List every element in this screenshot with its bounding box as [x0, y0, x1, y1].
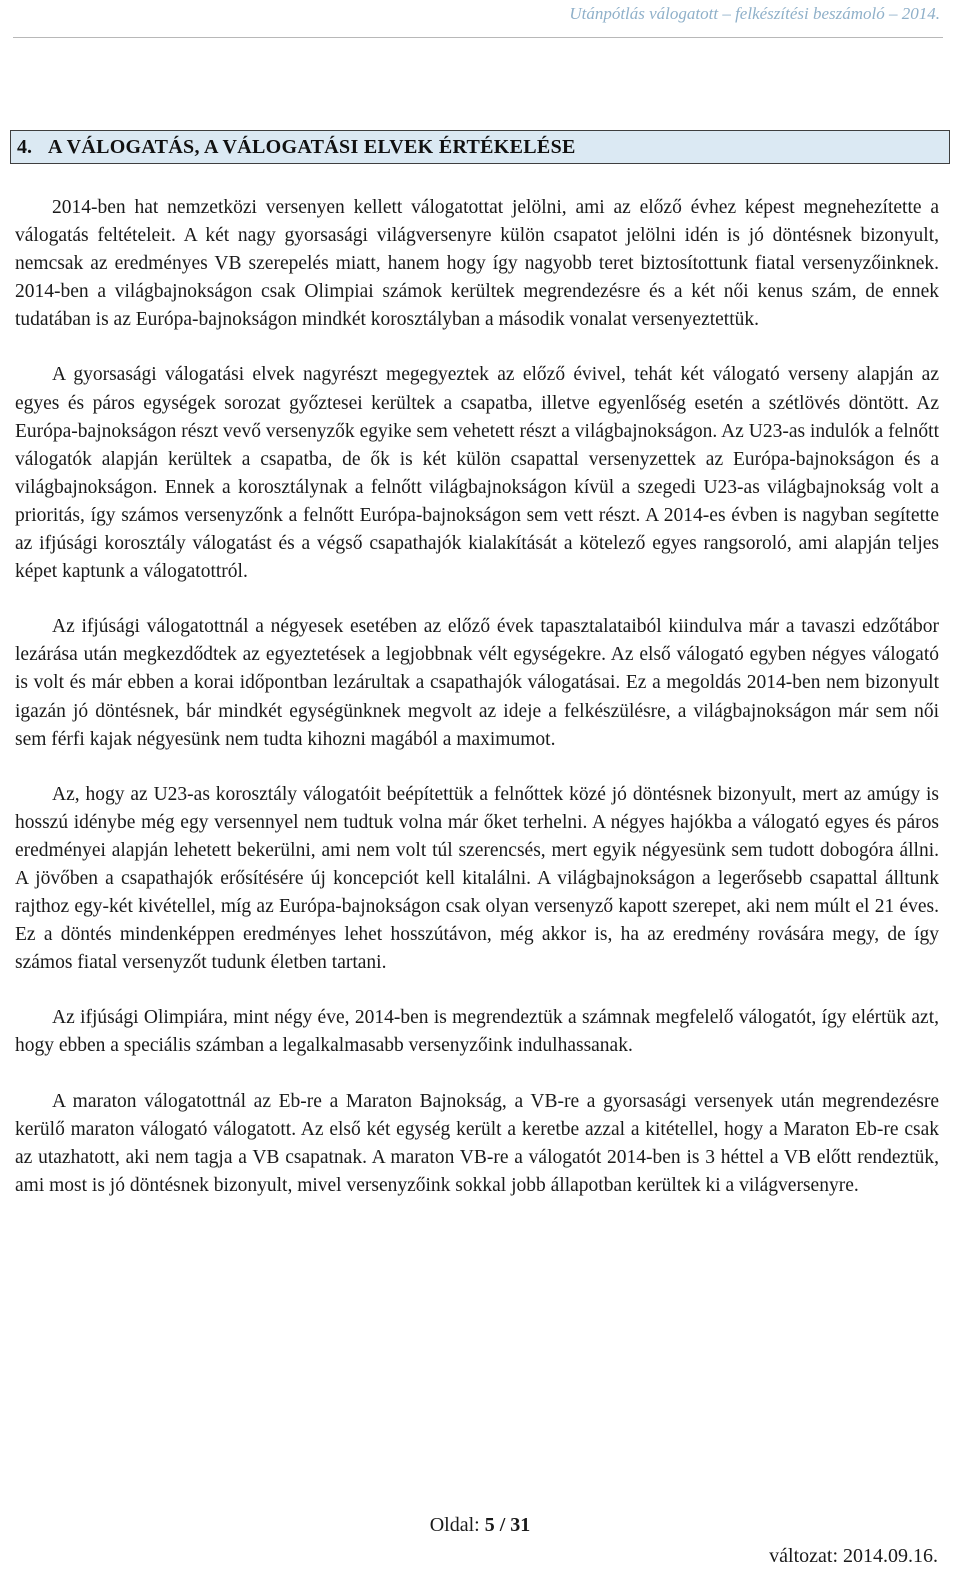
paragraph-junior-team: Az ifjúsági válogatottnál a négyesek esetében az előző évek tapasztalataiból kiindulva már a tavaszi edzőtábor lezárása után megkezdődtek az egyeztetések a legjobbnak vélt egységekre. Az első válogató egyben négyes válogató is volt és már ebben a korai időpontban lezárultak a csapathajók válogatásai. Ez a megoldás 2014-ben nem bizonyult igazán jó döntésnek, bár mindkét egységünknek megvolt az ideje a felkészülésre, a világbajnokságon már sem női sem férfi kajak négyesünk nem tudta kihozni magából a maximumot. — [15, 616, 939, 750]
paragraph-selection-2014: 2014-ben hat nemzetközi versenyen kellett válogatottat jelölni, ami az előző évhez képest megnehezítette a válogatás feltételeit. A két nagy gyorsasági világversenyre külön csapatot jelölni idén is jó döntésnek bizonyult, nemcsak az eredményes VB szerepelés miatt, hanem hogy így nagyobb teret biztosítottunk fiatal versenyzőinknek. 2014-ben a világbajnokságon csak Olimpiai számok kerültek megrendezésre és a két női kenus szám, de ennek tudatában is az Európa-bajnokságon mindkét korosztályban a második vonalat versenyeztettük. — [15, 197, 939, 331]
paragraph-marathon-team: A maraton válogatottnál az Eb-re a Maraton Bajnokság, a VB-re a gyorsasági versenyek után megrendezésre kerülő maraton válogató válogatott. Az első két egység került a keretbe azzal a kitétellel, hogy a Maraton Eb-re csak az utazhatott, aki nem tagja a VB csapatnak. A maraton VB-re a válogatót 2014-ben is 3 héttel a VB előtt rendeztük, ami most is jó döntésnek bizonyult, mivel versenyzőink sokkal jobb állapotban kerültek ki a világversenyre. — [15, 1090, 939, 1196]
page-label: Oldal: — [429, 1514, 485, 1536]
paragraph-sprint-selection-principles: A gyorsasági válogatási elvek nagyrészt megegyeztek az előző évivel, tehát két válogató verseny alapján az egyes és páros egységek sorozat győztesei kerültek a csapatba, illetve egyenlőség esetén a szétlövés döntött. Az Európa-bajnokságon részt vevő versenyzők egyike sem vehetett részt a világbajnokságon. Az U23-as indulók a felnőtt válogatók alapján kerültek a csapatba, de ők is két külön csapattal versenyzettek az Európa-bajnokságon és a világbajnokságon. Ennek a korosztálynak a felnőtt világbajnokságon kívül a szegedi U23-as világbajnokság volt a prioritás, így számos versenyzőnk a felnőtt Európa-bajnokságon sem vett részt. A 2014-es évben is nagyban segítette az ifjúsági korosztály válogatást és a végső csapathajók kialakítását a kötelező egyes rangsoroló, ami alapján teljes képet kaptunk a válogatottról. — [15, 364, 939, 583]
page-current: 5 — [484, 1514, 495, 1536]
body-text — [15, 194, 939, 1227]
page-number — [0, 1514, 960, 1537]
header-divider — [13, 37, 943, 38]
section-title: A VÁLOGATÁS, A VÁLOGATÁSI ELVEK ÉRTÉKELÉSE — [48, 135, 576, 158]
paragraph-youth-olympics: Az ifjúsági Olimpiára, mint négy éve, 2014-ben is megrendeztük a számnak megfelelő válogatót, így elértük azt, hogy ebben a speciális számban a legalkalmasabb versenyzőink indulhassanak. — [15, 1007, 939, 1057]
section-heading — [10, 130, 950, 164]
page-separator: / — [494, 1514, 511, 1536]
paragraph-u23-selection: Az, hogy az U23-as korosztály válogatóit beépítettük a felnőttek közé jó döntésnek bizonyult, mert az amúgy is hosszú idénybe még egy versennyel nem tudtuk volna már őket terhelni. A négyes hajókba a válogató egyes és páros eredményei alapján lehetett bekerülni, ami nem volt túl szerencsés, mert egyik négyesünk sem tudott dobogóra állni. A jövőben a csapathajók erősítésére új koncepciót kell kitalálni. A világbajnokságon a legerősebb csapattal álltunk rajthoz egy-két kivétellel, míg az Európa-bajnokságon csak olyan versenyző kapott szerepet, aki nem múlt el 21 éves. Ez a döntés mindenképpen eredményes lehet hosszútávon, még akkor is, ha az eredmény rovására megy, de így számos fiatal versenyzőt tudunk életben tartani. — [15, 783, 939, 974]
section-number: 4. — [17, 135, 32, 158]
version-label: változat: 2014.09.16. — [769, 1545, 938, 1567]
running-header: Utánpótlás válogatott – felkészítési beszámoló – 2014. — [569, 4, 940, 23]
page-total: 31 — [510, 1514, 531, 1536]
